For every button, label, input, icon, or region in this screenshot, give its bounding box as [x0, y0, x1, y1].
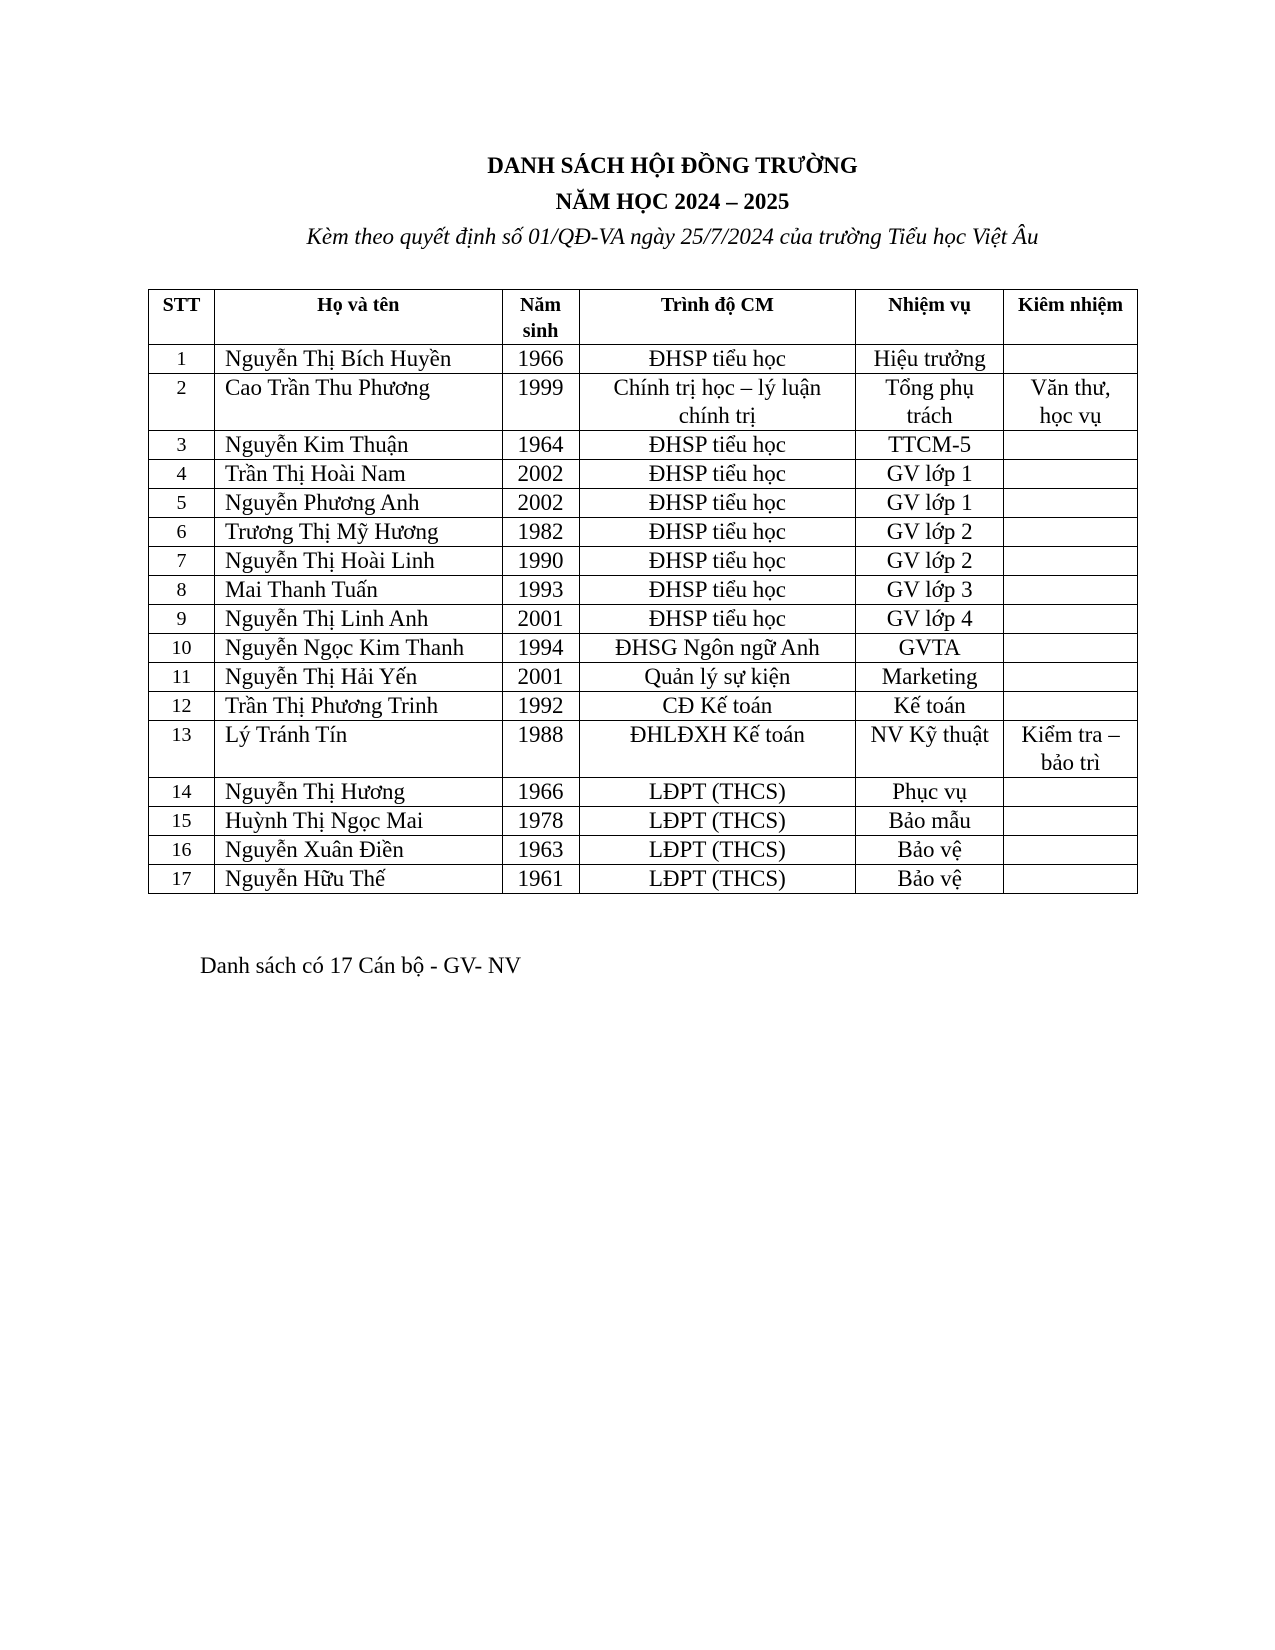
cell-duty: GV lớp 2	[856, 547, 1004, 576]
cell-stt: 5	[149, 489, 215, 518]
cell-year: 1961	[502, 865, 579, 894]
cell-year: 1963	[502, 836, 579, 865]
cell-stt: 7	[149, 547, 215, 576]
cell-name: Nguyễn Thị Linh Anh	[214, 605, 502, 634]
cell-stt: 15	[149, 807, 215, 836]
decision-note: Kèm theo quyết định số 01/QĐ-VA ngày 25/7/2024 của trường Tiểu học Việt Âu	[306, 224, 1039, 249]
table-row	[149, 605, 1138, 634]
cell-duty: GV lớp 3	[856, 576, 1004, 605]
table-row	[149, 547, 1138, 576]
cell-name: Cao Trần Thu Phương	[214, 374, 502, 431]
cell-level: ĐHSP tiểu học	[579, 547, 856, 576]
cell-duty: Kế toán	[856, 692, 1004, 721]
cell-stt: 14	[149, 778, 215, 807]
cell-extra	[1004, 634, 1138, 663]
cell-level: ĐHSP tiểu học	[579, 460, 856, 489]
table-row	[149, 460, 1138, 489]
cell-extra	[1004, 865, 1138, 894]
table-row	[149, 721, 1138, 778]
cell-name: Trần Thị Phương Trinh	[214, 692, 502, 721]
cell-stt: 12	[149, 692, 215, 721]
cell-stt: 8	[149, 576, 215, 605]
cell-name: Nguyễn Thị Hải Yến	[214, 663, 502, 692]
cell-level: LĐPT (THCS)	[579, 836, 856, 865]
cell-level: Quản lý sự kiện	[579, 663, 856, 692]
cell-year: 1966	[502, 778, 579, 807]
cell-level: Chính trị học – lý luận chính trị	[579, 374, 856, 431]
cell-extra	[1004, 547, 1138, 576]
cell-extra	[1004, 518, 1138, 547]
col-header-duty: Nhiệm vụ	[856, 290, 1004, 345]
cell-name: Nguyễn Phương Anh	[214, 489, 502, 518]
table-row	[149, 431, 1138, 460]
cell-stt: 10	[149, 634, 215, 663]
cell-level: ĐHSP tiểu học	[579, 489, 856, 518]
cell-year: 1994	[502, 634, 579, 663]
cell-stt: 17	[149, 865, 215, 894]
page-title: DANH SÁCH HỘI ĐỒNG TRƯỜNG	[487, 153, 858, 178]
cell-name: Nguyễn Thị Bích Huyền	[214, 345, 502, 374]
cell-duty: Bảo vệ	[856, 865, 1004, 894]
summary-text: Danh sách có 17 Cán bộ - GV- NV	[200, 953, 522, 978]
table-row	[149, 663, 1138, 692]
cell-name: Nguyễn Kim Thuận	[214, 431, 502, 460]
cell-year: 2001	[502, 663, 579, 692]
cell-stt: 9	[149, 605, 215, 634]
cell-name: Mai Thanh Tuấn	[214, 576, 502, 605]
cell-stt: 16	[149, 836, 215, 865]
cell-duty: GV lớp 4	[856, 605, 1004, 634]
cell-name: Trần Thị Hoài Nam	[214, 460, 502, 489]
cell-year: 1999	[502, 374, 579, 431]
col-header-name: Họ và tên	[214, 290, 502, 345]
table-body	[149, 345, 1138, 894]
table-row	[149, 807, 1138, 836]
cell-level: LĐPT (THCS)	[579, 865, 856, 894]
cell-level: ĐHSP tiểu học	[579, 431, 856, 460]
council-table	[148, 289, 1138, 894]
cell-duty: GVTA	[856, 634, 1004, 663]
cell-extra	[1004, 576, 1138, 605]
cell-stt: 13	[149, 721, 215, 778]
col-header-stt: STT	[149, 290, 215, 345]
cell-year: 1992	[502, 692, 579, 721]
cell-level: LĐPT (THCS)	[579, 778, 856, 807]
cell-year: 1964	[502, 431, 579, 460]
cell-stt: 2	[149, 374, 215, 431]
col-header-extra: Kiêm nhiệm	[1004, 290, 1138, 345]
cell-duty: Tổng phụ trách	[856, 374, 1004, 431]
cell-duty: GV lớp 1	[856, 489, 1004, 518]
cell-stt: 1	[149, 345, 215, 374]
cell-duty: GV lớp 2	[856, 518, 1004, 547]
cell-duty: Phục vụ	[856, 778, 1004, 807]
cell-name: Huỳnh Thị Ngọc Mai	[214, 807, 502, 836]
cell-duty: TTCM-5	[856, 431, 1004, 460]
cell-stt: 3	[149, 431, 215, 460]
cell-extra	[1004, 460, 1138, 489]
cell-name: Nguyễn Ngọc Kim Thanh	[214, 634, 502, 663]
table-row	[149, 345, 1138, 374]
cell-year: 2002	[502, 489, 579, 518]
table-row	[149, 518, 1138, 547]
cell-year: 1966	[502, 345, 579, 374]
cell-name: Nguyễn Thị Hương	[214, 778, 502, 807]
cell-name: Nguyễn Xuân Điền	[214, 836, 502, 865]
table-header-row	[149, 290, 1138, 345]
cell-name: Nguyễn Hữu Thế	[214, 865, 502, 894]
cell-duty: Bảo vệ	[856, 836, 1004, 865]
cell-duty: Hiệu trưởng	[856, 345, 1004, 374]
cell-year: 1988	[502, 721, 579, 778]
cell-name: Trương Thị Mỹ Hương	[214, 518, 502, 547]
cell-extra	[1004, 489, 1138, 518]
table-row	[149, 778, 1138, 807]
cell-extra: Văn thư, học vụ	[1004, 374, 1138, 431]
cell-level: ĐHSP tiểu học	[579, 605, 856, 634]
cell-level: ĐHSG Ngôn ngữ Anh	[579, 634, 856, 663]
cell-level: LĐPT (THCS)	[579, 807, 856, 836]
cell-year: 2001	[502, 605, 579, 634]
table-row	[149, 489, 1138, 518]
cell-stt: 4	[149, 460, 215, 489]
cell-level: ĐHSP tiểu học	[579, 518, 856, 547]
col-header-year: Năm sinh	[502, 290, 579, 345]
cell-extra	[1004, 807, 1138, 836]
cell-extra	[1004, 836, 1138, 865]
table-row	[149, 692, 1138, 721]
table-row	[149, 865, 1138, 894]
cell-year: 1993	[502, 576, 579, 605]
cell-duty: Marketing	[856, 663, 1004, 692]
cell-name: Lý Tránh Tín	[214, 721, 502, 778]
cell-level: ĐHSP tiểu học	[579, 345, 856, 374]
table-row	[149, 374, 1138, 431]
cell-extra	[1004, 663, 1138, 692]
cell-extra: Kiểm tra – bảo trì	[1004, 721, 1138, 778]
cell-level: ĐHSP tiểu học	[579, 576, 856, 605]
cell-duty: NV Kỹ thuật	[856, 721, 1004, 778]
cell-name: Nguyễn Thị Hoài Linh	[214, 547, 502, 576]
cell-duty: Bảo mẫu	[856, 807, 1004, 836]
cell-extra	[1004, 778, 1138, 807]
cell-duty: GV lớp 1	[856, 460, 1004, 489]
cell-level: CĐ Kế toán	[579, 692, 856, 721]
col-header-level: Trình độ CM	[579, 290, 856, 345]
cell-year: 1982	[502, 518, 579, 547]
cell-level: ĐHLĐXH Kế toán	[579, 721, 856, 778]
cell-stt: 6	[149, 518, 215, 547]
table-row	[149, 634, 1138, 663]
school-year: NĂM HỌC 2024 – 2025	[555, 189, 790, 214]
cell-year: 1990	[502, 547, 579, 576]
cell-extra	[1004, 345, 1138, 374]
cell-extra	[1004, 431, 1138, 460]
cell-year: 1978	[502, 807, 579, 836]
table-row	[149, 836, 1138, 865]
cell-year: 2002	[502, 460, 579, 489]
cell-extra	[1004, 692, 1138, 721]
cell-stt: 11	[149, 663, 215, 692]
cell-extra	[1004, 605, 1138, 634]
table-row	[149, 576, 1138, 605]
